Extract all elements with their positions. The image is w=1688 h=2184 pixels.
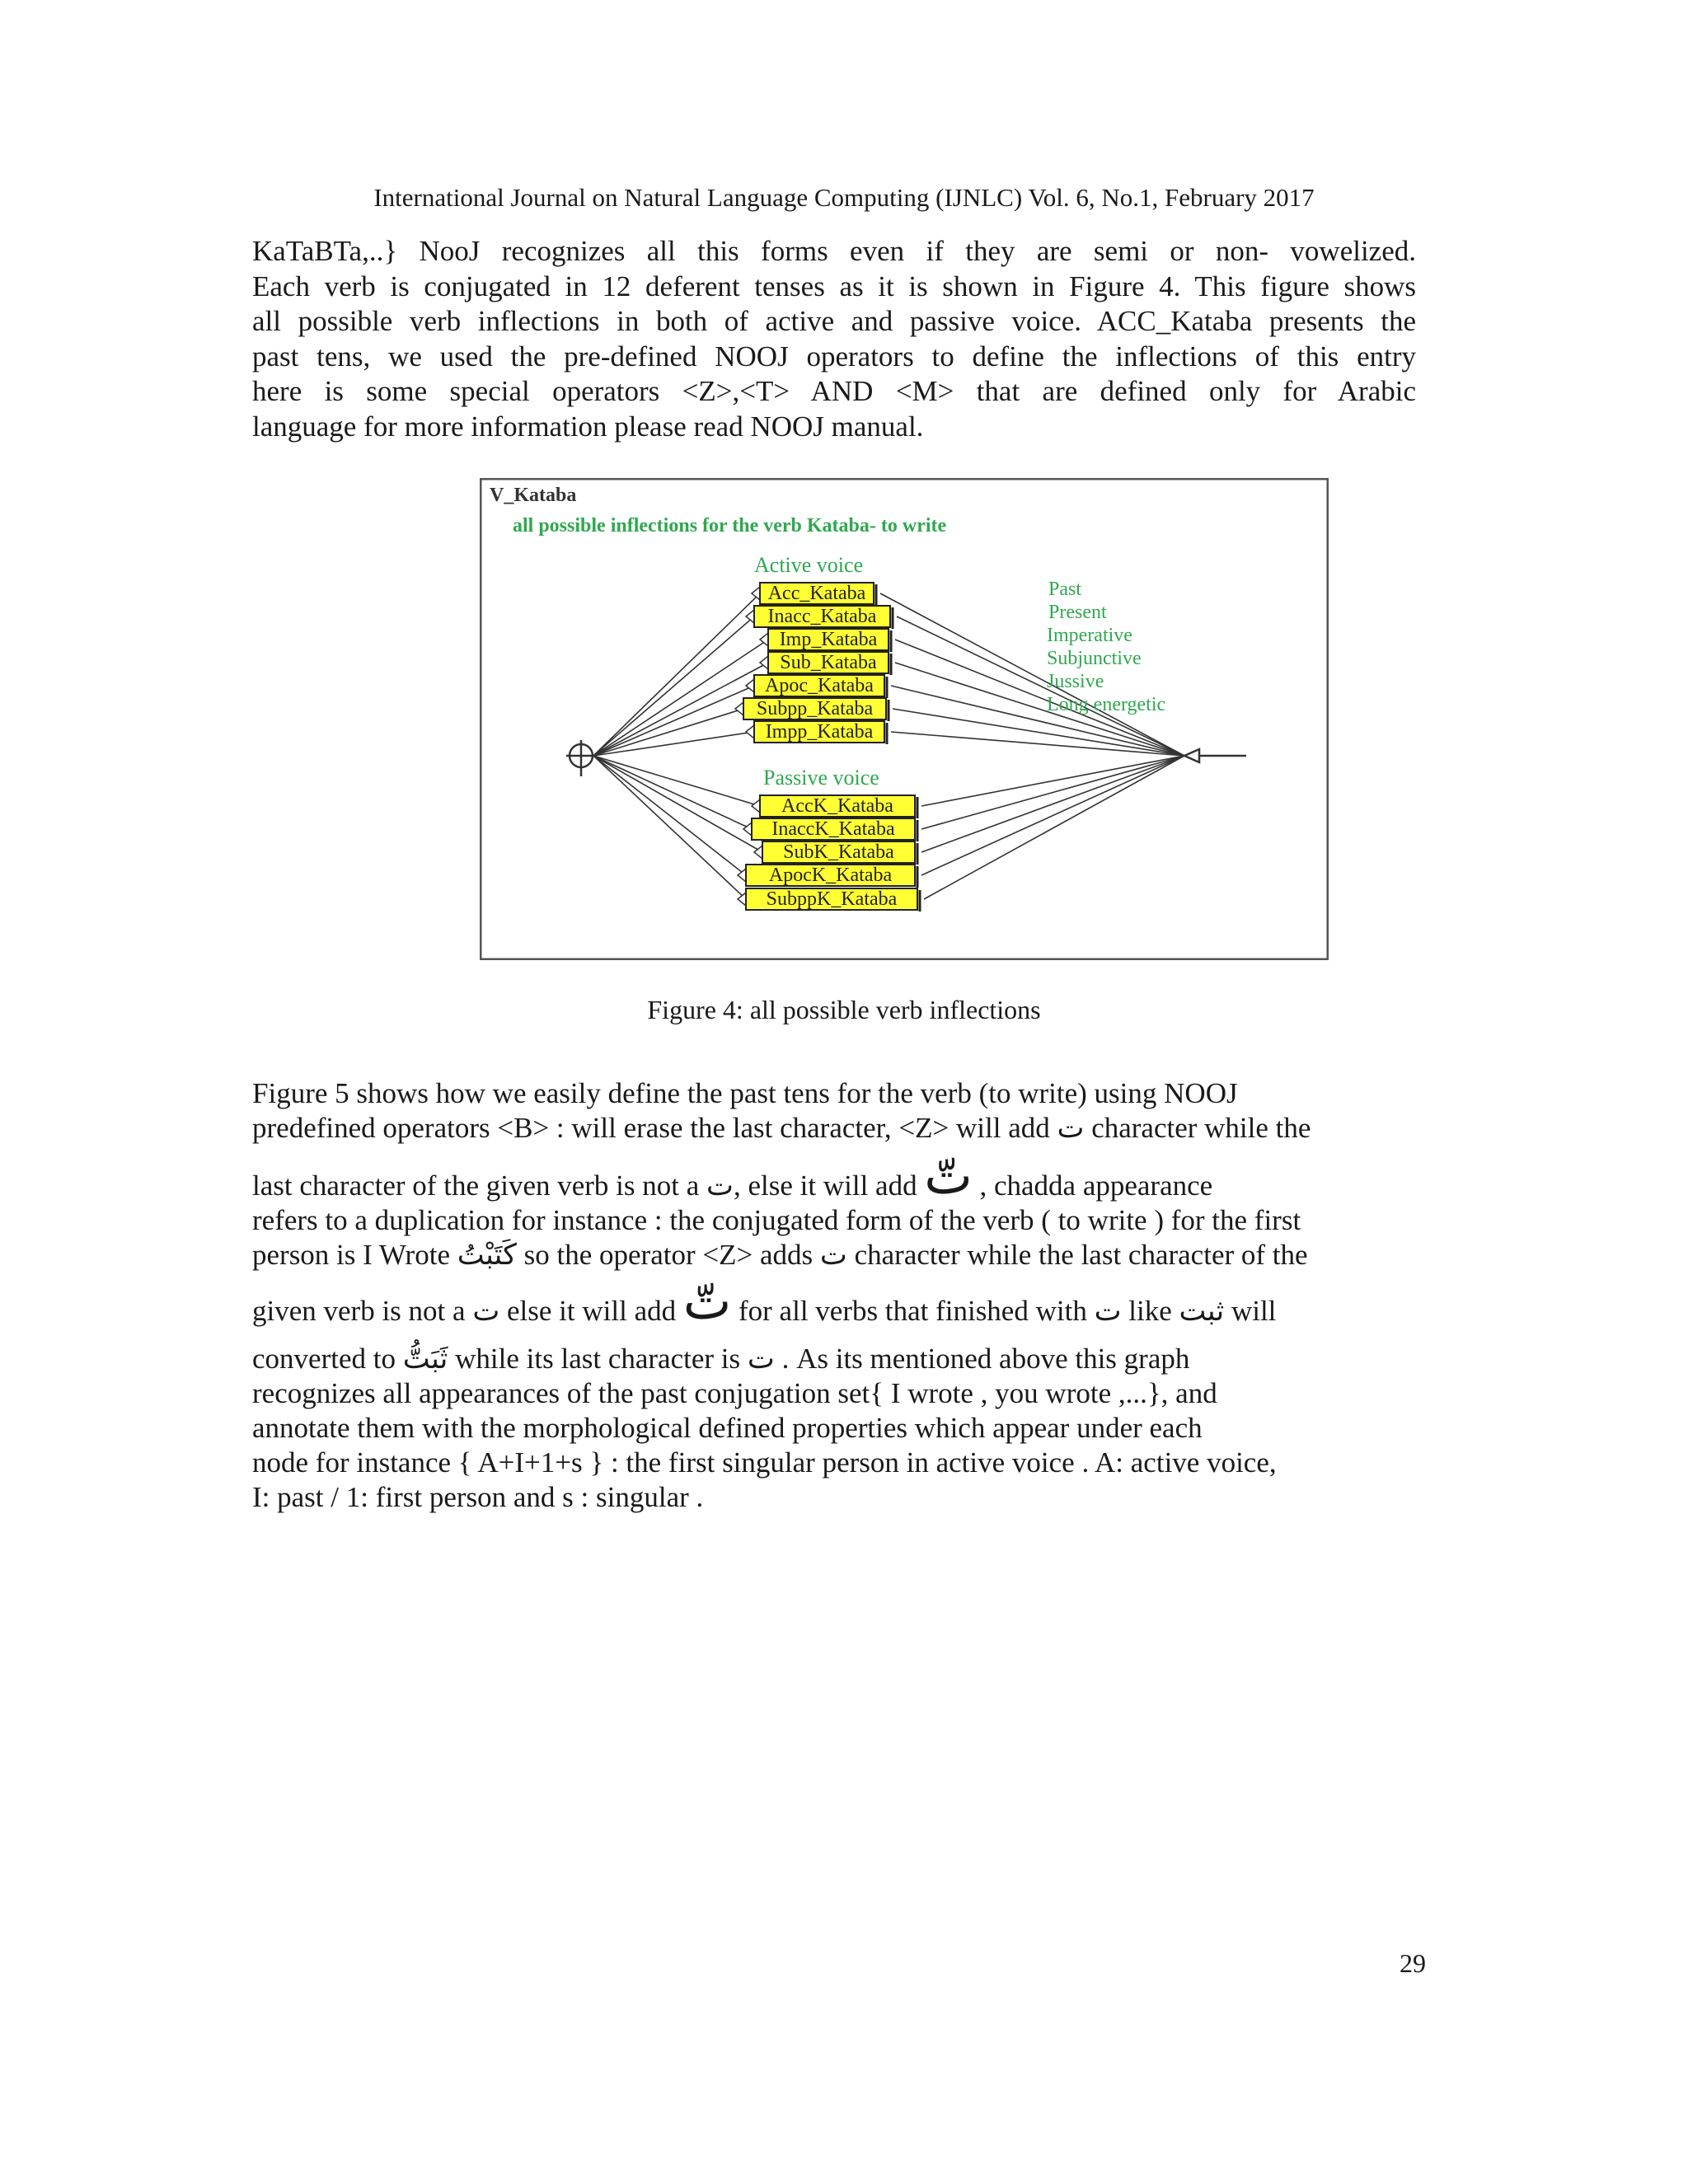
active-node-4 bbox=[746, 675, 887, 698]
paragraph-line: predefined operators <B> : will erase the last character, <Z> will add ت character while the bbox=[252, 1112, 1311, 1145]
paragraph-line: all possible verb inflections in both of active and passive voice. ACC_Kataba presents the bbox=[252, 305, 1416, 337]
arabic-thabat: ثبت bbox=[1179, 1295, 1225, 1328]
arabic-ta: ت bbox=[706, 1169, 734, 1202]
tense-label: Jussive bbox=[1047, 671, 1104, 692]
figure-caption: Figure 4: all possible verb inflections bbox=[647, 995, 1041, 1024]
active-node-5 bbox=[735, 698, 889, 721]
tense-label: Past bbox=[1048, 579, 1082, 600]
arabic-ta-shadda: تّ bbox=[924, 1146, 973, 1206]
arabic-ta-shadda: تّ bbox=[682, 1271, 732, 1331]
arabic-ta: ت bbox=[1057, 1112, 1085, 1145]
graph-title: V_Kataba bbox=[490, 485, 577, 506]
graph-subtitle: all possible inflections for the verb Kataba- to write bbox=[513, 515, 947, 537]
passive-node-2 bbox=[754, 841, 917, 865]
graph-node-label: Acc_Kataba bbox=[767, 583, 866, 604]
active-voice-label: Active voice bbox=[754, 553, 864, 577]
arabic-ta: ت bbox=[819, 1239, 847, 1272]
arabic-katabtu: كَتَبْتُ bbox=[457, 1239, 517, 1272]
passive-node-0 bbox=[752, 795, 917, 818]
graph-node-label: AccK_Kataba bbox=[781, 795, 893, 817]
active-node-3 bbox=[760, 652, 891, 675]
graph-node-label: Apoc_Kataba bbox=[765, 675, 874, 696]
running-header: International Journal on Natural Language Computing (IJNLC) Vol. 6, No.1, February 2017 bbox=[373, 183, 1315, 212]
paragraph-line: language for more information please read NOOJ manual. bbox=[252, 410, 924, 443]
graph-node-label: InaccK_Kataba bbox=[771, 818, 895, 840]
tense-label: Present bbox=[1048, 602, 1107, 623]
paragraph-1 bbox=[252, 234, 1416, 444]
active-node-2 bbox=[760, 629, 891, 652]
active-node-0 bbox=[752, 583, 876, 606]
tense-label: Long energetic bbox=[1047, 694, 1166, 715]
arabic-ta: ت bbox=[747, 1343, 775, 1376]
passive-node-3 bbox=[738, 865, 917, 888]
arabic-ta: ت bbox=[1094, 1295, 1122, 1328]
paragraph-line: converted to ثَبَتُّ while its last character is ت . As its mentioned above this graph bbox=[252, 1343, 1190, 1376]
paragraph-line: node for instance { A+I+1+s } : the first singular person in active voice . A: active voice, bbox=[252, 1446, 1277, 1479]
passive-node-4 bbox=[738, 888, 920, 912]
paragraph-2 bbox=[252, 1076, 1416, 1515]
paragraph-line: I: past / 1: first person and s : singular . bbox=[252, 1481, 704, 1513]
graph-node-label: Impp_Kataba bbox=[765, 721, 874, 743]
paragraph-line: person is I Wrote كَتَبْتُ so the operator <Z> adds ت character while the last character of the bbox=[252, 1239, 1308, 1272]
arabic-ta: ت bbox=[472, 1295, 500, 1328]
paragraph-line: given verb is not a ت else it will add تّ for all verbs that finished with ت like ثبت will bbox=[252, 1271, 1277, 1331]
passive-node-1 bbox=[743, 818, 917, 841]
graph-node-label: Imp_Kataba bbox=[779, 629, 878, 650]
paragraph-line: Figure 5 shows how we easily define the past tens for the verb (to write) using NOOJ bbox=[252, 1077, 1238, 1109]
tense-label: Imperative bbox=[1047, 625, 1132, 646]
arabic-thabattu: ثَبَتُّ bbox=[402, 1343, 448, 1376]
graph-node-label: Inacc_Kataba bbox=[767, 606, 877, 627]
paragraph-line: refers to a duplication for instance : the conjugated form of the verb ( to write ) for the first bbox=[252, 1204, 1301, 1236]
graph-node-label: SubK_Kataba bbox=[783, 841, 894, 863]
graph-node-label: ApocK_Kataba bbox=[768, 865, 893, 886]
paragraph-line: here is some special operators <Z>,<T> AND <M> that are defined only for Arabic bbox=[252, 375, 1416, 407]
tense-label: Subjunctive bbox=[1047, 648, 1142, 669]
graph-node-label: Subpp_Kataba bbox=[756, 698, 874, 719]
figure-frame bbox=[481, 479, 1328, 959]
paragraph-line: recognizes all appearances of the past conjugation set{ I wrote , you wrote ,...}, and bbox=[252, 1377, 1217, 1409]
passive-voice-label: Passive voice bbox=[763, 766, 879, 790]
graph-node-label: Sub_Kataba bbox=[780, 652, 877, 673]
paragraph-line: last character of the given verb is not a ت, else it will add تّ , chadda appearance bbox=[252, 1146, 1213, 1206]
inflection-graph-figure bbox=[480, 478, 1329, 960]
paragraph-line: annotate them with the morphological defined properties which appear under each bbox=[252, 1412, 1203, 1444]
paragraph-line: Each verb is conjugated in 12 deferent tenses as it is shown in Figure 4. This figure shows bbox=[252, 269, 1416, 302]
paragraph-line: past tens, we used the pre-defined NOOJ operators to define the inflections of this entry bbox=[252, 340, 1416, 373]
graph-node-label: SubppK_Kataba bbox=[766, 888, 898, 910]
active-node-6 bbox=[746, 721, 887, 744]
active-node-1 bbox=[746, 606, 893, 629]
page-number: 29 bbox=[1400, 1948, 1426, 1978]
paragraph-line: KaTaBTa,..} NooJ recognizes all this forms even if they are semi or non- vowelized. bbox=[252, 235, 1416, 267]
